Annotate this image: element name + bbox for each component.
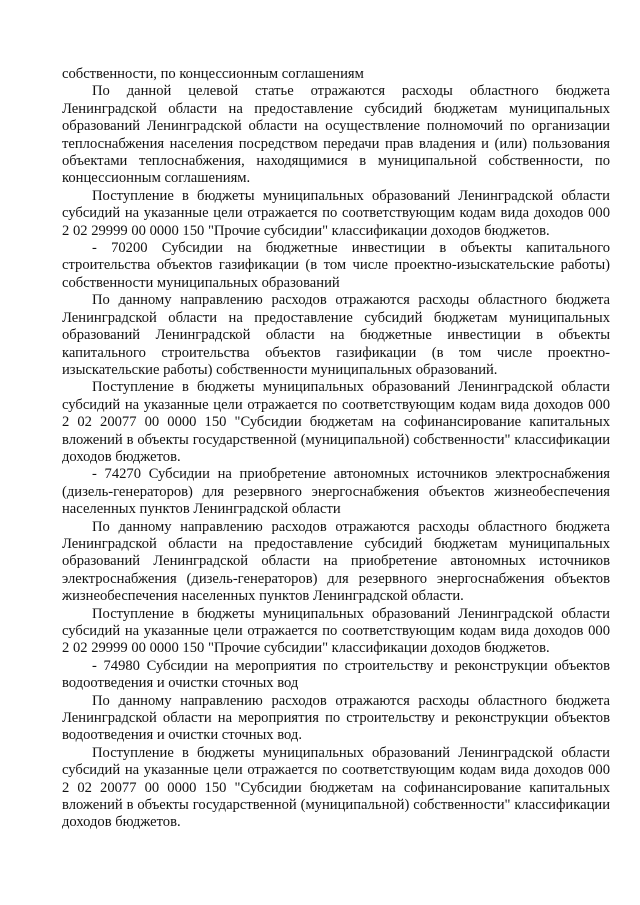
paragraph-continuation: собственности, по концессионным соглашениям [62, 66, 364, 82]
paragraph-74980-revenue: Поступление в бюджеты муниципальных образований Ленинградской области субсидий на указанные цели отражается по соответствующим кодам вида доходов 000 2 02 20077 00 0000 150 "Субсидии бюджетам на софинансирование капитальных вложений в объекты государственной (муниципальной) собственности" классификации доходов бюджетов. [62, 744, 610, 831]
paragraph-74980-heading: - 74980 Субсидии на мероприятия по строительству и реконструкции объектов водоотведения и очистки сточных вод [62, 657, 610, 692]
paragraph-74270-heading: - 74270 Субсидии на приобретение автономных источников электроснабжения (дизель-генераторов) для резервного энергоснабжения объектов жизнеобеспечения населенных пунктов Ленинградской области [62, 466, 610, 518]
paragraph-70200-expenses: По данному направлению расходов отражаются расходы областного бюджета Ленинградской области на предоставление субсидий бюджетам муниципальных образований Ленинградской области на бюджетные инвестиции в объекты капитального строительства объектов газификации (в том числе проектно-изыскательские работы) собственности муниципальных образований. [62, 292, 610, 378]
document-page [62, 66, 610, 832]
paragraph-74270-expenses: По данному направлению расходов отражаются расходы областного бюджета Ленинградской области на предоставление субсидий бюджетам муниципальных образований Ленинградской области на приобретение автономных источников электроснабжения (дизель-генераторов) для резервного энергоснабжения объектов жизнеобеспечения населенных пунктов Ленинградской области. [62, 518, 610, 605]
paragraph-74270-revenue: Поступление в бюджеты муниципальных образований Ленинградской области субсидий на указанные цели отражается по соответствующим кодам вида доходов 000 2 02 29999 00 0000 150 "Прочие субсидии" классификации доходов бюджетов. [62, 605, 610, 657]
paragraph-70200-revenue: Поступление в бюджеты муниципальных образований Ленинградской области субсидий на указанные цели отражается по соответствующим кодам вида доходов 000 2 02 20077 00 0000 150 "Субсидии бюджетам на софинансирование капитальных вложений в объекты государственной (муниципальной) собственности" классификации доходов бюджетов. [62, 379, 610, 465]
paragraph-74980-expenses: По данному направлению расходов отражаются расходы областного бюджета Ленинградской области на мероприятия по строительству и реконструкции объектов водоотведения и очистки сточных вод. [62, 692, 610, 744]
paragraph-heat-supply-expenses: По данной целевой статье отражаются расходы областного бюджета Ленинградской области на предоставление субсидий бюджетам муниципальных образований Ленинградской области на осуществление полномочий по организации теплоснабжения населения посредством передачи прав владения и (или) пользования объектами теплоснабжения, находящимися в муниципальной собственности, по концессионным соглашениям. [62, 83, 610, 187]
paragraph-heat-supply-revenue: Поступление в бюджеты муниципальных образований Ленинградской области субсидий на указанные цели отражается по соответствующим кодам вида доходов 000 2 02 29999 00 0000 150 "Прочие субсидии" классификации доходов бюджетов. [62, 187, 610, 239]
paragraph-70200-heading: - 70200 Субсидии на бюджетные инвестиции в объекты капитального строительства объектов газификации (в том числе проектно-изыскательские работы) собственности муниципальных образований [62, 240, 610, 291]
